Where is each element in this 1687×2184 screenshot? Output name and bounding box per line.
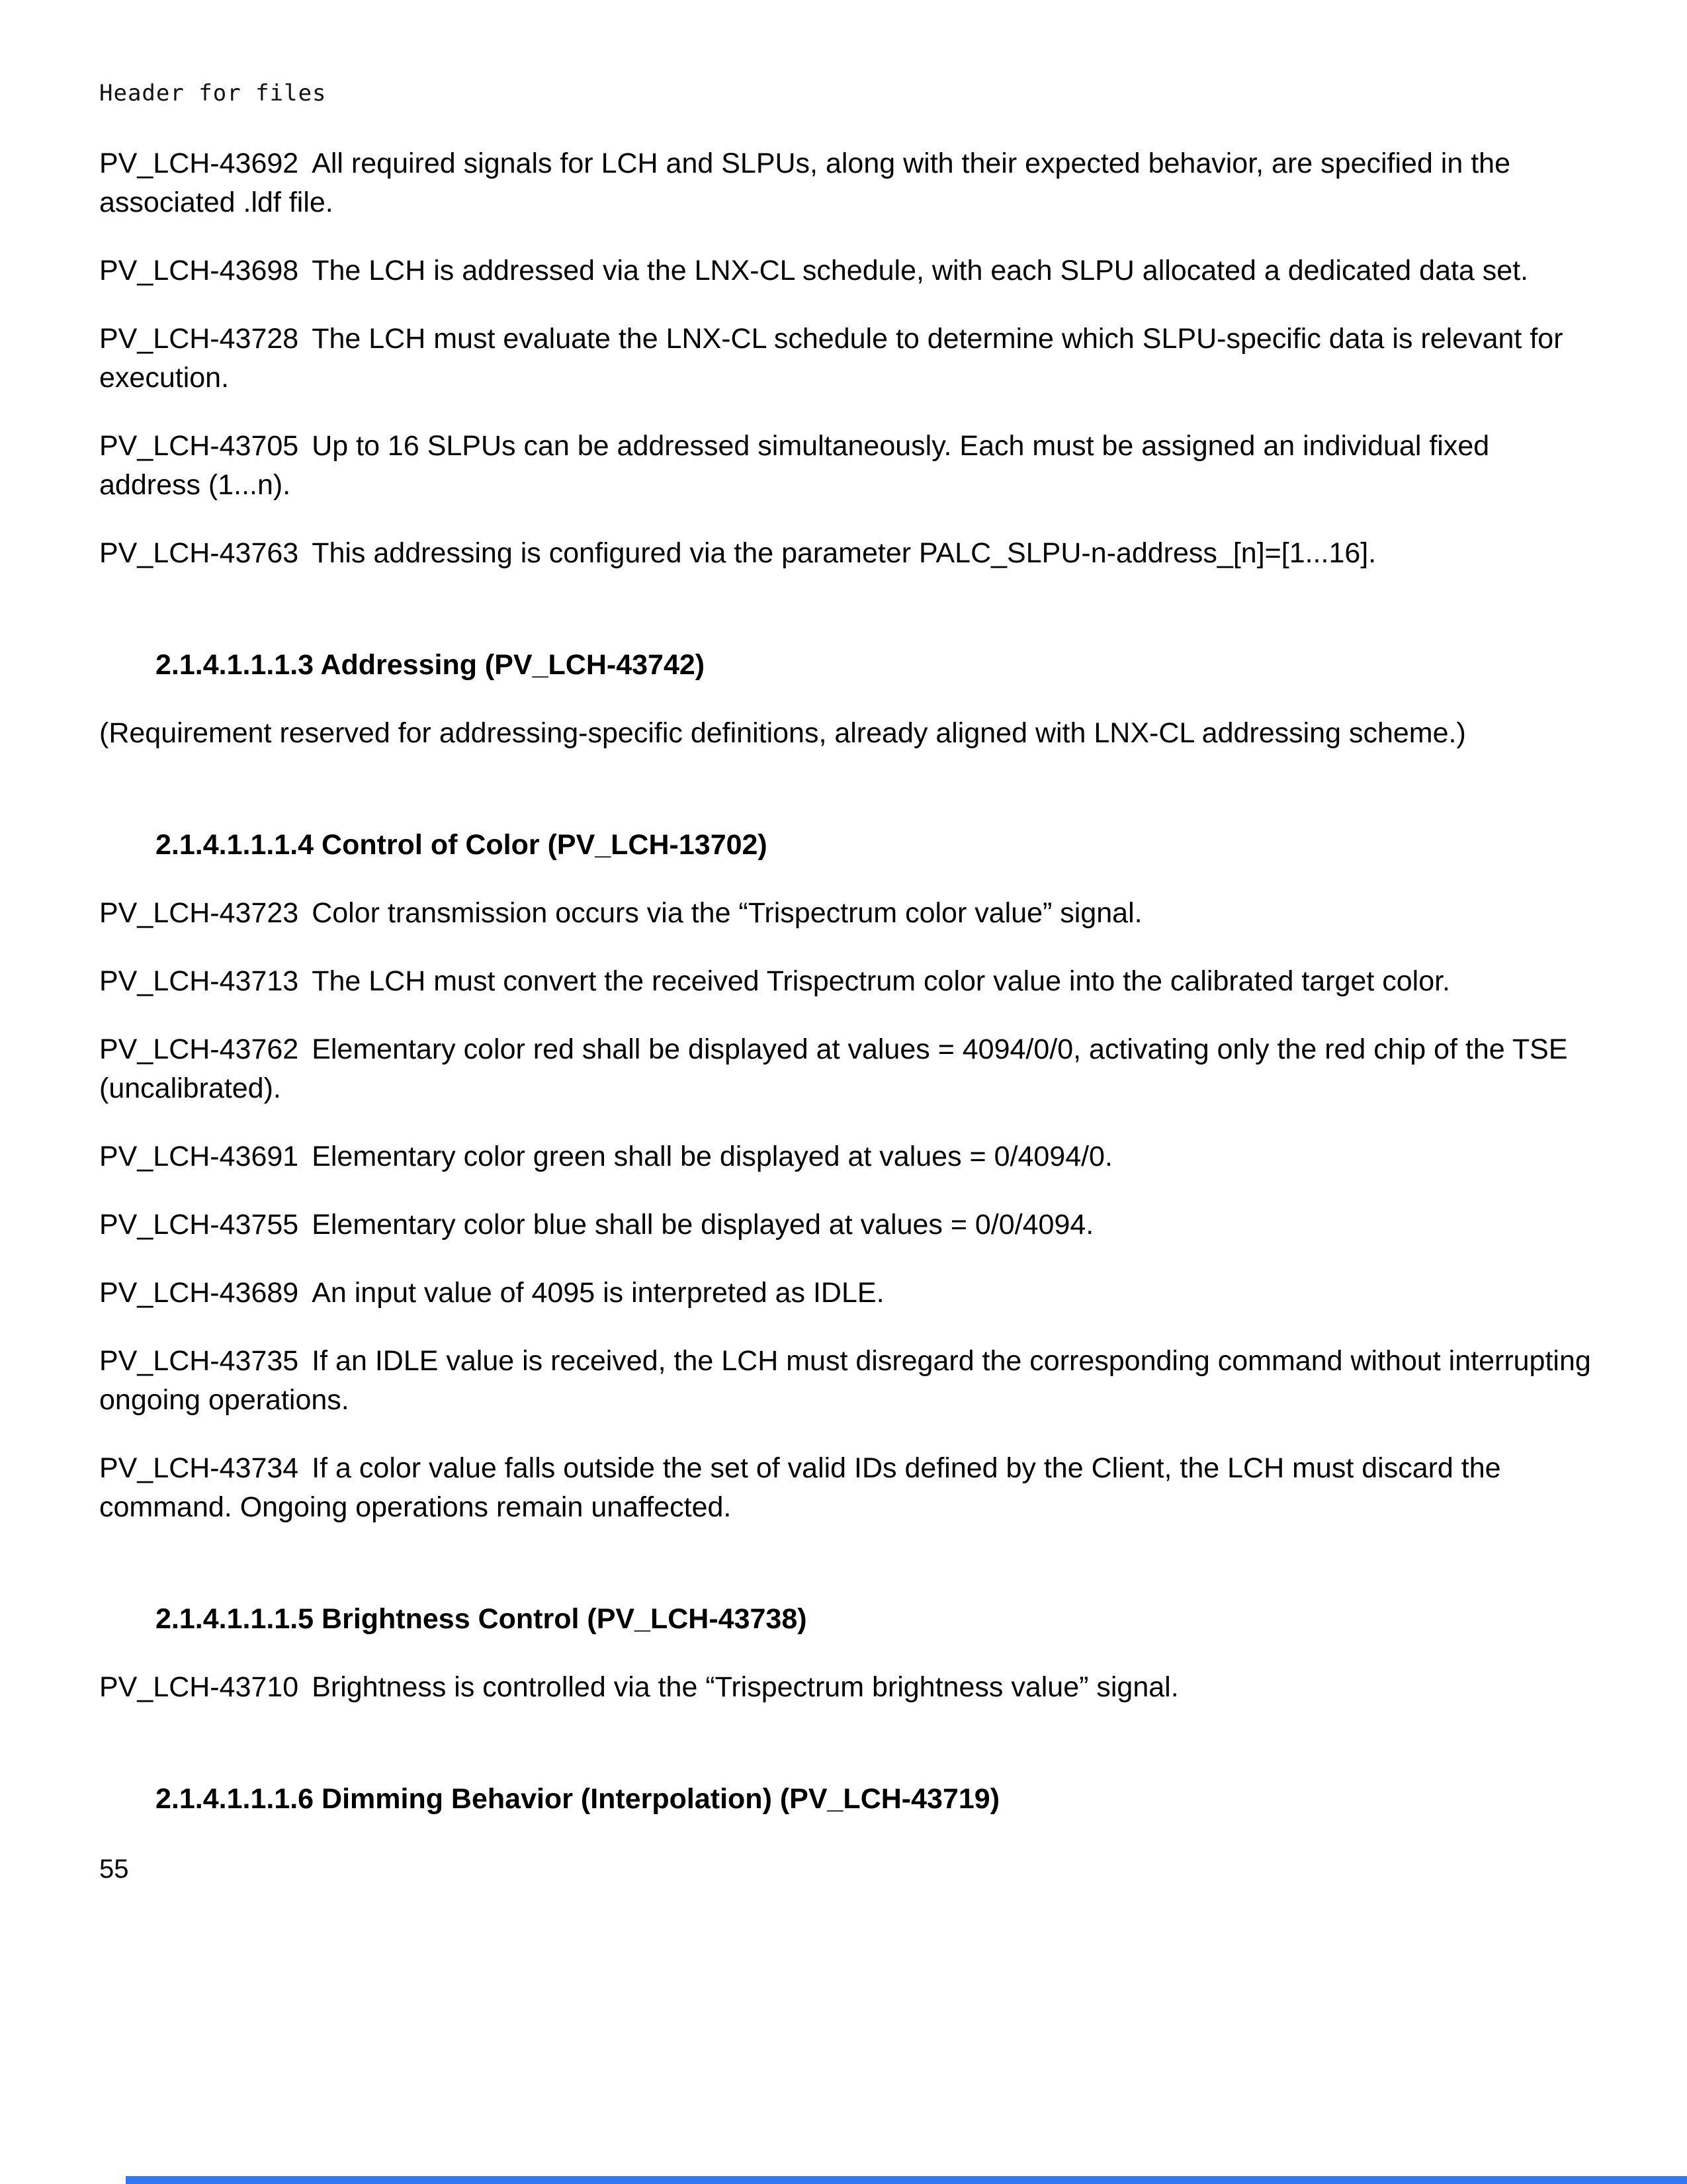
section-heading: 2.1.4.1.1.1.5 Brightness Control (PV_LCH-43738) bbox=[155, 1603, 807, 1635]
requirement-id: PV_LCH-43692 bbox=[99, 148, 299, 179]
requirement-id: PV_LCH-43713 bbox=[99, 965, 299, 997]
page-header-text: Header for files bbox=[99, 80, 327, 107]
requirement-paragraph bbox=[99, 534, 1594, 573]
requirement-paragraph bbox=[99, 894, 1594, 933]
requirement-paragraph bbox=[99, 144, 1594, 222]
bottom-accent-bar bbox=[126, 2176, 1687, 2184]
requirement-paragraph bbox=[99, 1137, 1594, 1176]
requirement-text: Elementary color red shall be displayed at values = 4094/0/0, activating only the red chip of the TSE (uncalibrated). bbox=[99, 1033, 1568, 1104]
requirement-id: PV_LCH-43691 bbox=[99, 1141, 299, 1172]
body-paragraph: (Requirement reserved for addressing-specific definitions, already aligned with LNX-CL addressing scheme.) bbox=[99, 717, 1466, 749]
requirement-text: This addressing is configured via the parameter PALC_SLPU-n-address_[n]=[1...16]. bbox=[312, 537, 1377, 569]
requirement-paragraph bbox=[99, 1449, 1594, 1527]
section-heading: 2.1.4.1.1.1.4 Control of Color (PV_LCH-13702) bbox=[155, 829, 767, 861]
requirement-id: PV_LCH-43698 bbox=[99, 255, 299, 286]
requirement-paragraph bbox=[99, 427, 1594, 505]
requirement-text: An input value of 4095 is interpreted as IDLE. bbox=[312, 1277, 885, 1309]
requirement-id: PV_LCH-43755 bbox=[99, 1209, 299, 1241]
requirement-id: PV_LCH-43710 bbox=[99, 1671, 299, 1703]
requirement-text: Color transmission occurs via the “Trispectrum color value” signal. bbox=[312, 897, 1143, 929]
requirement-id: PV_LCH-43762 bbox=[99, 1033, 299, 1065]
requirement-id: PV_LCH-43705 bbox=[99, 430, 299, 462]
requirement-paragraph bbox=[99, 1274, 1594, 1313]
page-number: 55 bbox=[99, 1855, 129, 1884]
requirement-paragraph bbox=[99, 1030, 1594, 1108]
requirement-id: PV_LCH-43735 bbox=[99, 1345, 299, 1377]
requirement-paragraph bbox=[99, 1668, 1594, 1707]
requirement-text: The LCH must convert the received Trispectrum color value into the calibrated target color. bbox=[312, 965, 1451, 997]
requirement-text: If an IDLE value is received, the LCH must disregard the corresponding command without interrupting ongoing operations. bbox=[99, 1345, 1591, 1416]
requirement-text: Up to 16 SLPUs can be addressed simultaneously. Each must be assigned an individual fixed address (1...n). bbox=[99, 430, 1490, 501]
requirement-paragraph bbox=[99, 962, 1594, 1001]
requirement-id: PV_LCH-43689 bbox=[99, 1277, 299, 1309]
requirement-paragraph bbox=[99, 320, 1594, 398]
requirement-paragraph bbox=[99, 251, 1594, 290]
document-body bbox=[99, 144, 1594, 1819]
section-heading: 2.1.4.1.1.1.6 Dimming Behavior (Interpolation) (PV_LCH-43719) bbox=[155, 1783, 1000, 1815]
requirement-text: Brightness is controlled via the “Trispectrum brightness value” signal. bbox=[312, 1671, 1179, 1703]
requirement-text: Elementary color blue shall be displayed at values = 0/0/4094. bbox=[312, 1209, 1094, 1241]
requirement-id: PV_LCH-43728 bbox=[99, 323, 299, 355]
requirement-paragraph bbox=[99, 1342, 1594, 1420]
requirement-text: The LCH is addressed via the LNX-CL schedule, with each SLPU allocated a dedicated data set. bbox=[312, 255, 1529, 286]
section-heading: 2.1.4.1.1.1.3 Addressing (PV_LCH-43742) bbox=[155, 649, 705, 681]
requirement-text: All required signals for LCH and SLPUs, along with their expected behavior, are specified in the associated .ldf file. bbox=[99, 148, 1510, 218]
requirement-text: If a color value falls outside the set of valid IDs defined by the Client, the LCH must discard the command. Ongoing operations remain unaffected. bbox=[99, 1452, 1501, 1523]
requirement-text: Elementary color green shall be displayed at values = 0/4094/0. bbox=[312, 1141, 1113, 1172]
requirement-text: The LCH must evaluate the LNX-CL schedule to determine which SLPU-specific data is relevant for execution. bbox=[99, 323, 1563, 394]
requirement-paragraph bbox=[99, 1205, 1594, 1245]
requirement-id: PV_LCH-43763 bbox=[99, 537, 299, 569]
requirement-id: PV_LCH-43723 bbox=[99, 897, 299, 929]
requirement-id: PV_LCH-43734 bbox=[99, 1452, 299, 1484]
